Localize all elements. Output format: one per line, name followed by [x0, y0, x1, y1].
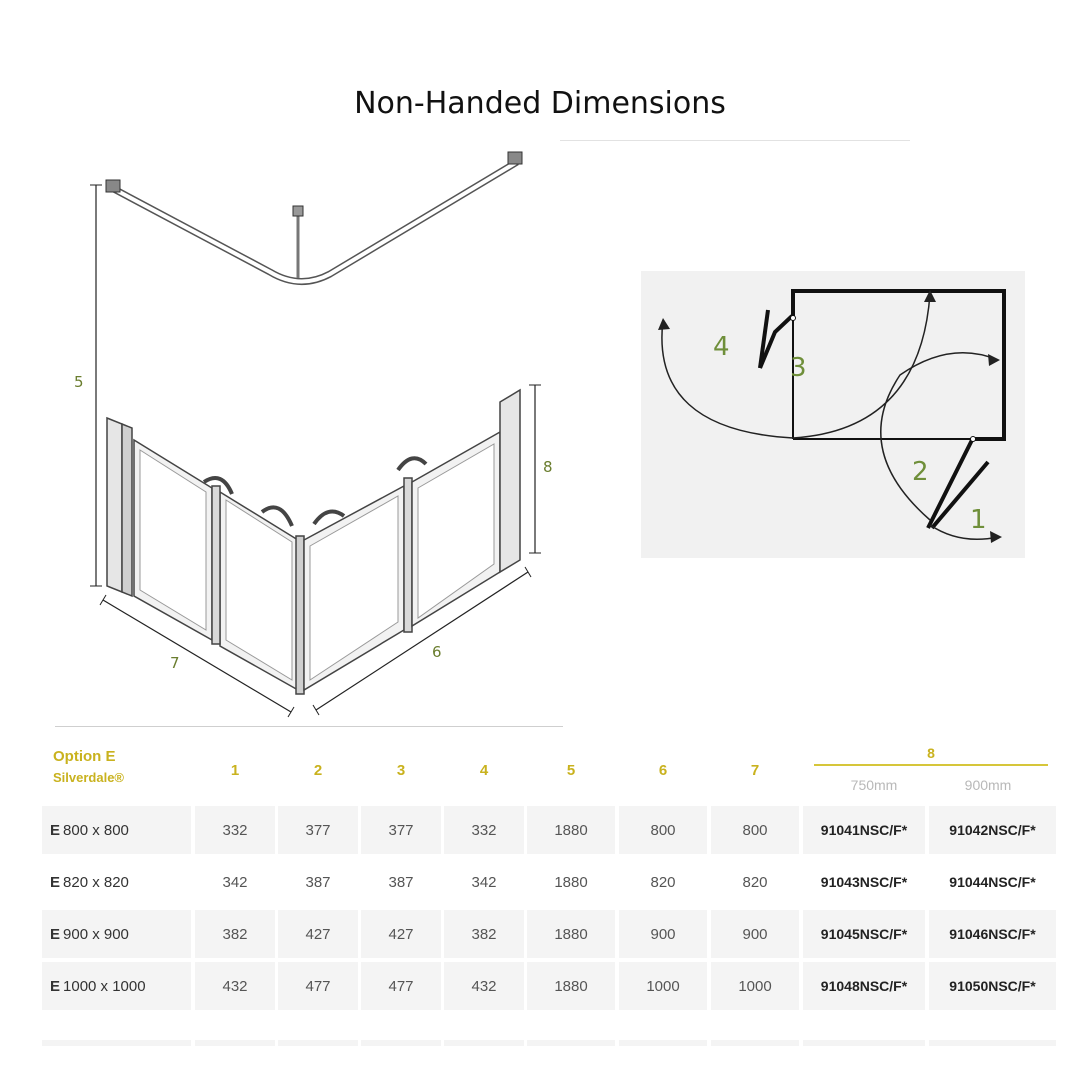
product-code-cell: 91045NSC/F*	[803, 910, 925, 958]
table-cell: 342	[444, 858, 524, 906]
table-cell: 432	[195, 962, 275, 1010]
table-row	[42, 962, 1056, 1010]
sub-header-900: 900mm	[964, 777, 1012, 793]
dim-label-6: 6	[432, 643, 442, 661]
column-header: 7	[750, 762, 760, 779]
column-header: 3	[396, 762, 406, 779]
table-cell: 332	[195, 806, 275, 854]
table-cell: 800	[711, 806, 799, 854]
sub-header-750: 750mm	[850, 777, 898, 793]
table-cell	[803, 1040, 925, 1046]
table-cell: 1880	[527, 962, 615, 1010]
plan-label-1: 1	[970, 505, 987, 535]
option-prefix: E	[50, 821, 61, 839]
table-cell: 1880	[527, 910, 615, 958]
divider	[814, 764, 1048, 766]
table-header	[42, 740, 1056, 804]
size-cell	[42, 910, 191, 958]
table-cell: 427	[278, 910, 358, 958]
column-header-group: 8	[927, 745, 935, 761]
product-code-cell: 91044NSC/F*	[929, 858, 1056, 906]
page-title: Non-Handed Dimensions	[354, 86, 726, 121]
table-cell: 1880	[527, 858, 615, 906]
plan-label-4: 4	[713, 332, 730, 362]
table-cell: 382	[444, 910, 524, 958]
table-cell	[195, 1040, 275, 1046]
product-code-cell: 91043NSC/F*	[803, 858, 925, 906]
table-cell: 477	[278, 962, 358, 1010]
table-cell: 427	[361, 910, 441, 958]
option-prefix: E	[50, 977, 61, 995]
table-cell: 1880	[527, 806, 615, 854]
table-footer-strip	[42, 1040, 1056, 1048]
product-code-cell: 91048NSC/F*	[803, 962, 925, 1010]
dim-label-8: 8	[543, 458, 553, 476]
size-value: 1000 x 1000	[63, 977, 146, 995]
size-value: 800 x 800	[63, 821, 129, 839]
size-value: 820 x 820	[63, 873, 129, 891]
table-cell: 900	[711, 910, 799, 958]
table-row	[42, 910, 1056, 958]
dim-label-7: 7	[170, 654, 180, 672]
option-prefix: E	[50, 873, 61, 891]
table-cell	[42, 1040, 191, 1046]
table-cell	[361, 1040, 441, 1046]
table-row	[42, 858, 1056, 906]
product-code-cell: 91041NSC/F*	[803, 806, 925, 854]
table-cell: 377	[361, 806, 441, 854]
table-cell: 1000	[619, 962, 707, 1010]
plan-view-diagram	[641, 271, 1025, 558]
table-cell: 332	[444, 806, 524, 854]
column-header: 2	[313, 762, 323, 779]
column-header: 6	[658, 762, 668, 779]
size-cell	[42, 858, 191, 906]
option-heading	[53, 746, 124, 788]
table-cell: 387	[361, 858, 441, 906]
divider	[55, 726, 563, 727]
table-cell: 432	[444, 962, 524, 1010]
table-cell: 477	[361, 962, 441, 1010]
option-model: Silverdale®	[53, 770, 125, 785]
size-value: 900 x 900	[63, 925, 129, 943]
option-prefix: E	[50, 925, 61, 943]
enclosure-panels	[107, 390, 520, 694]
table-cell	[278, 1040, 358, 1046]
table-cell: 820	[619, 858, 707, 906]
table-cell: 342	[195, 858, 275, 906]
table-cell: 820	[711, 858, 799, 906]
column-header: 1	[230, 762, 240, 779]
table-cell: 900	[619, 910, 707, 958]
table-row	[42, 806, 1056, 854]
table-cell: 377	[278, 806, 358, 854]
table-cell	[929, 1040, 1056, 1046]
plan-label-2: 2	[912, 457, 929, 487]
table-cell	[527, 1040, 615, 1046]
column-header: 5	[566, 762, 576, 779]
curtain-rail	[106, 152, 522, 282]
column-header: 4	[479, 762, 489, 779]
size-cell	[42, 962, 191, 1010]
size-cell	[42, 806, 191, 854]
table-cell: 1000	[711, 962, 799, 1010]
option-name: Option E	[53, 748, 116, 765]
product-code-cell: 91050NSC/F*	[929, 962, 1056, 1010]
dim-label-5: 5	[74, 373, 84, 391]
table-cell: 800	[619, 806, 707, 854]
table-cell	[711, 1040, 799, 1046]
plan-label-3: 3	[790, 353, 807, 383]
table-cell: 387	[278, 858, 358, 906]
product-code-cell: 91042NSC/F*	[929, 806, 1056, 854]
table-cell	[444, 1040, 524, 1046]
table-cell	[619, 1040, 707, 1046]
table-cell: 382	[195, 910, 275, 958]
product-code-cell: 91046NSC/F*	[929, 910, 1056, 958]
